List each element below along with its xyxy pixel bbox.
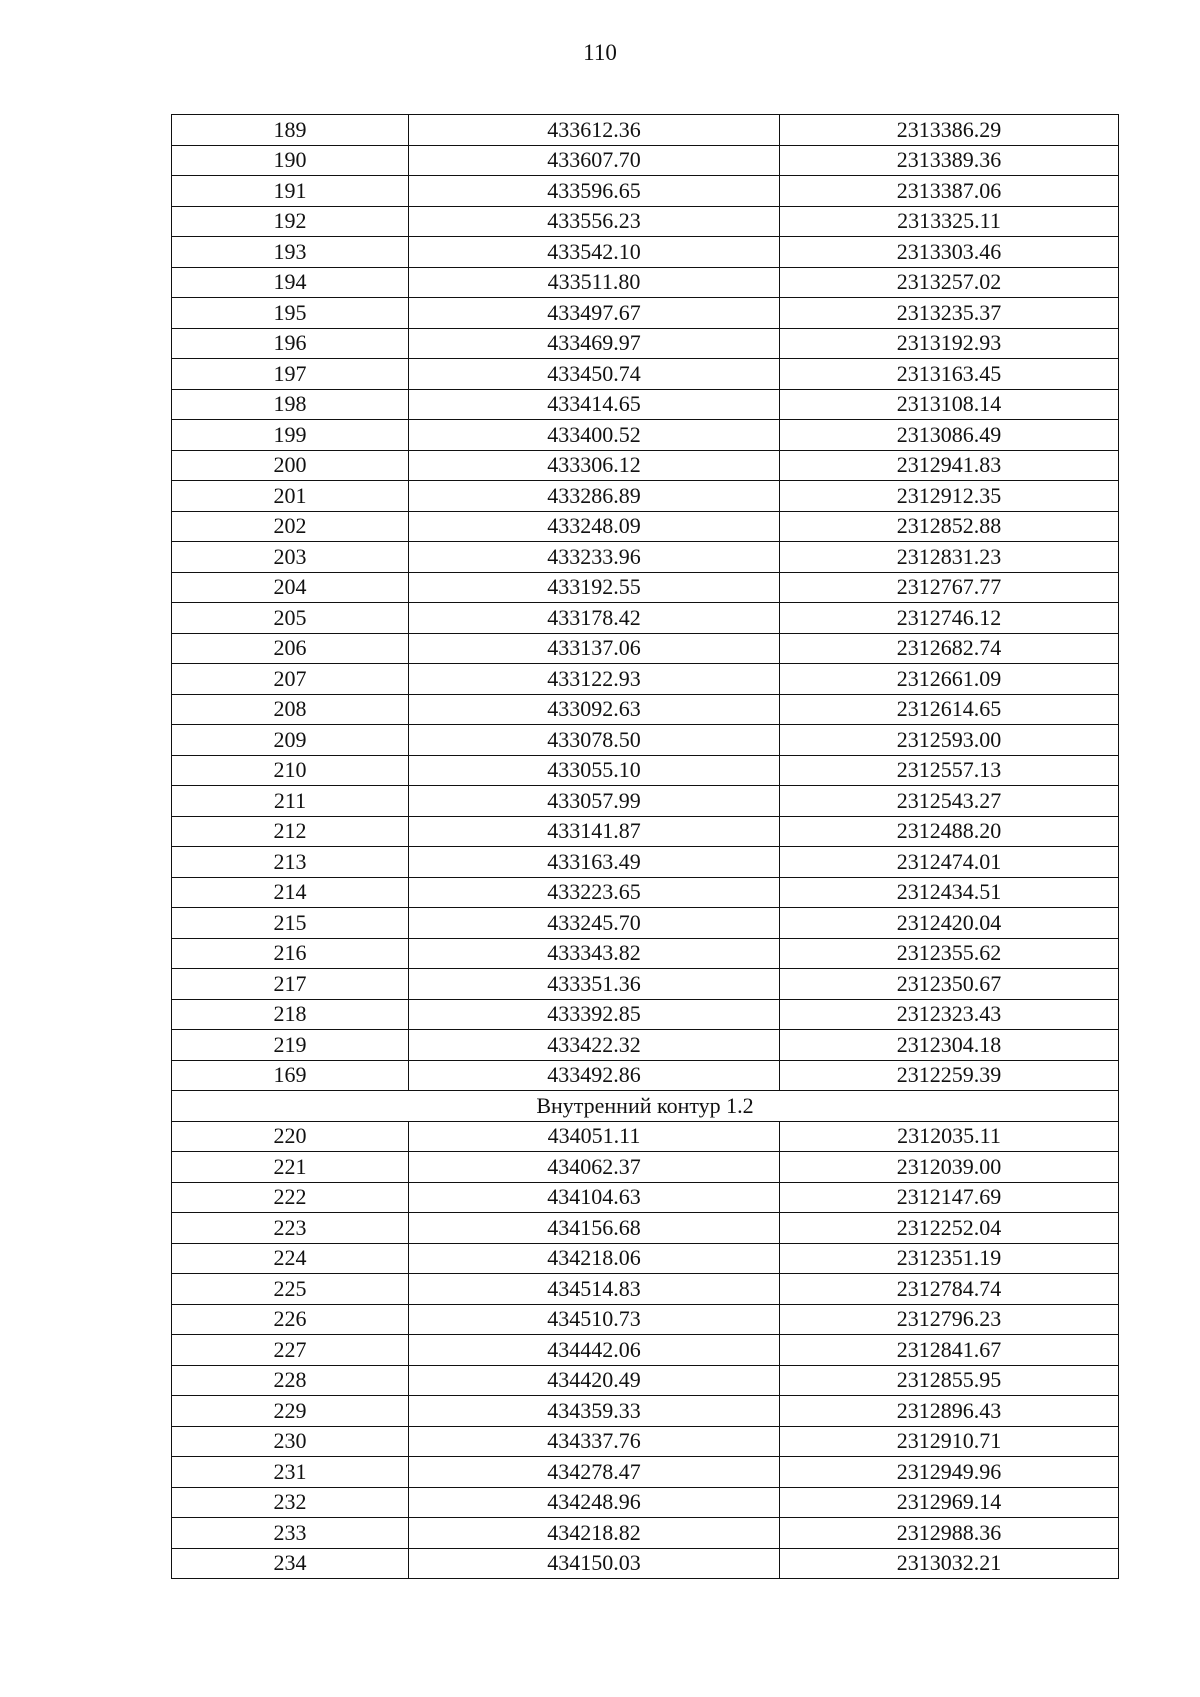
x-coordinate-cell: 433351.36 [409, 969, 780, 1000]
point-number-cell: 194 [172, 267, 409, 298]
x-coordinate-cell: 433055.10 [409, 755, 780, 786]
y-coordinate-cell: 2312252.04 [780, 1213, 1119, 1244]
point-number-cell: 224 [172, 1243, 409, 1274]
point-number-cell: 197 [172, 359, 409, 390]
table-row [172, 298, 1119, 329]
table-row [172, 816, 1119, 847]
x-coordinate-cell: 433286.89 [409, 481, 780, 512]
y-coordinate-cell: 2312784.74 [780, 1274, 1119, 1305]
table-row [172, 511, 1119, 542]
table-row [172, 1213, 1119, 1244]
point-number-cell: 216 [172, 938, 409, 969]
y-coordinate-cell: 2312831.23 [780, 542, 1119, 573]
y-coordinate-cell: 2312434.51 [780, 877, 1119, 908]
point-number-cell: 215 [172, 908, 409, 939]
point-number-cell: 195 [172, 298, 409, 329]
table-row [172, 450, 1119, 481]
x-coordinate-cell: 433233.96 [409, 542, 780, 573]
point-number-cell: 219 [172, 1030, 409, 1061]
x-coordinate-cell: 433596.65 [409, 176, 780, 207]
x-coordinate-cell: 433078.50 [409, 725, 780, 756]
x-coordinate-cell: 434062.37 [409, 1152, 780, 1183]
y-coordinate-cell: 2312796.23 [780, 1304, 1119, 1335]
table-row [172, 877, 1119, 908]
point-number-cell: 218 [172, 999, 409, 1030]
y-coordinate-cell: 2312841.67 [780, 1335, 1119, 1366]
point-number-cell: 234 [172, 1548, 409, 1579]
point-number-cell: 231 [172, 1457, 409, 1488]
x-coordinate-cell: 434514.83 [409, 1274, 780, 1305]
table-row [172, 1518, 1119, 1549]
y-coordinate-cell: 2312682.74 [780, 633, 1119, 664]
y-coordinate-cell: 2313108.14 [780, 389, 1119, 420]
table-row [172, 115, 1119, 146]
point-number-cell: 201 [172, 481, 409, 512]
point-number-cell: 192 [172, 206, 409, 237]
x-coordinate-cell: 434104.63 [409, 1182, 780, 1213]
point-number-cell: 225 [172, 1274, 409, 1305]
y-coordinate-cell: 2313032.21 [780, 1548, 1119, 1579]
x-coordinate-cell: 433092.63 [409, 694, 780, 725]
x-coordinate-cell: 434278.47 [409, 1457, 780, 1488]
x-coordinate-cell: 434442.06 [409, 1335, 780, 1366]
table-row [172, 847, 1119, 878]
table-row [172, 1060, 1119, 1091]
table-row [172, 1396, 1119, 1427]
x-coordinate-cell: 433422.32 [409, 1030, 780, 1061]
table-row [172, 1243, 1119, 1274]
y-coordinate-cell: 2313389.36 [780, 145, 1119, 176]
y-coordinate-cell: 2312896.43 [780, 1396, 1119, 1427]
x-coordinate-cell: 433392.85 [409, 999, 780, 1030]
y-coordinate-cell: 2313192.93 [780, 328, 1119, 359]
y-coordinate-cell: 2312910.71 [780, 1426, 1119, 1457]
point-number-cell: 196 [172, 328, 409, 359]
table-row [172, 786, 1119, 817]
y-coordinate-cell: 2312355.62 [780, 938, 1119, 969]
y-coordinate-cell: 2312855.95 [780, 1365, 1119, 1396]
point-number-cell: 226 [172, 1304, 409, 1335]
point-number-cell: 200 [172, 450, 409, 481]
x-coordinate-cell: 433542.10 [409, 237, 780, 268]
coordinates-rows-inner [172, 1121, 1119, 1579]
table-row [172, 969, 1119, 1000]
table-row [172, 1335, 1119, 1366]
y-coordinate-cell: 2313163.45 [780, 359, 1119, 390]
x-coordinate-cell: 433612.36 [409, 115, 780, 146]
table-row [172, 542, 1119, 573]
y-coordinate-cell: 2313086.49 [780, 420, 1119, 451]
y-coordinate-cell: 2312557.13 [780, 755, 1119, 786]
table-row [172, 603, 1119, 634]
point-number-cell: 205 [172, 603, 409, 634]
x-coordinate-cell: 434337.76 [409, 1426, 780, 1457]
x-coordinate-cell: 433245.70 [409, 908, 780, 939]
x-coordinate-cell: 434218.06 [409, 1243, 780, 1274]
point-number-cell: 210 [172, 755, 409, 786]
x-coordinate-cell: 434156.68 [409, 1213, 780, 1244]
table-row [172, 908, 1119, 939]
table-row [172, 420, 1119, 451]
table-row [172, 694, 1119, 725]
table-row [172, 1121, 1119, 1152]
y-coordinate-cell: 2312661.09 [780, 664, 1119, 695]
x-coordinate-cell: 434150.03 [409, 1548, 780, 1579]
x-coordinate-cell: 433057.99 [409, 786, 780, 817]
point-number-cell: 228 [172, 1365, 409, 1396]
point-number-cell: 211 [172, 786, 409, 817]
point-number-cell: 227 [172, 1335, 409, 1366]
point-number-cell: 202 [172, 511, 409, 542]
point-number-cell: 229 [172, 1396, 409, 1427]
point-number-cell: 206 [172, 633, 409, 664]
y-coordinate-cell: 2312147.69 [780, 1182, 1119, 1213]
x-coordinate-cell: 433556.23 [409, 206, 780, 237]
table-row [172, 1274, 1119, 1305]
table-row [172, 1030, 1119, 1061]
table-row [172, 1548, 1119, 1579]
table-row [172, 359, 1119, 390]
x-coordinate-cell: 434510.73 [409, 1304, 780, 1335]
table-row [172, 1426, 1119, 1457]
x-coordinate-cell: 433137.06 [409, 633, 780, 664]
point-number-cell: 190 [172, 145, 409, 176]
x-coordinate-cell: 433223.65 [409, 877, 780, 908]
table-row [172, 267, 1119, 298]
x-coordinate-cell: 433306.12 [409, 450, 780, 481]
y-coordinate-cell: 2312323.43 [780, 999, 1119, 1030]
x-coordinate-cell: 434359.33 [409, 1396, 780, 1427]
y-coordinate-cell: 2312420.04 [780, 908, 1119, 939]
y-coordinate-cell: 2313387.06 [780, 176, 1119, 207]
y-coordinate-cell: 2312949.96 [780, 1457, 1119, 1488]
table-row [172, 938, 1119, 969]
point-number-cell: 213 [172, 847, 409, 878]
point-number-cell: 208 [172, 694, 409, 725]
x-coordinate-cell: 434420.49 [409, 1365, 780, 1396]
y-coordinate-cell: 2312593.00 [780, 725, 1119, 756]
page-number: 110 [583, 40, 617, 65]
table-row [172, 725, 1119, 756]
table-row [172, 1365, 1119, 1396]
y-coordinate-cell: 2313235.37 [780, 298, 1119, 329]
table-row [172, 999, 1119, 1030]
point-number-cell: 204 [172, 572, 409, 603]
y-coordinate-cell: 2313303.46 [780, 237, 1119, 268]
point-number-cell: 191 [172, 176, 409, 207]
point-number-cell: 230 [172, 1426, 409, 1457]
table-row [172, 176, 1119, 207]
x-coordinate-cell: 433492.86 [409, 1060, 780, 1091]
coordinates-rows-outer [172, 115, 1119, 1091]
x-coordinate-cell: 433607.70 [409, 145, 780, 176]
point-number-cell: 212 [172, 816, 409, 847]
x-coordinate-cell: 433141.87 [409, 816, 780, 847]
point-number-cell: 199 [172, 420, 409, 451]
y-coordinate-cell: 2312941.83 [780, 450, 1119, 481]
table-row [172, 572, 1119, 603]
table-row [172, 1457, 1119, 1488]
point-number-cell: 222 [172, 1182, 409, 1213]
x-coordinate-cell: 434218.82 [409, 1518, 780, 1549]
point-number-cell: 214 [172, 877, 409, 908]
x-coordinate-cell: 433122.93 [409, 664, 780, 695]
x-coordinate-cell: 433511.80 [409, 267, 780, 298]
point-number-cell: 220 [172, 1121, 409, 1152]
y-coordinate-cell: 2312746.12 [780, 603, 1119, 634]
table-row [172, 145, 1119, 176]
x-coordinate-cell: 434051.11 [409, 1121, 780, 1152]
point-number-cell: 169 [172, 1060, 409, 1091]
table-row [172, 1304, 1119, 1335]
x-coordinate-cell: 433178.42 [409, 603, 780, 634]
y-coordinate-cell: 2312474.01 [780, 847, 1119, 878]
point-number-cell: 221 [172, 1152, 409, 1183]
y-coordinate-cell: 2313325.11 [780, 206, 1119, 237]
table-row [172, 389, 1119, 420]
section-header-group [172, 1091, 1119, 1122]
table-row [172, 481, 1119, 512]
y-coordinate-cell: 2312259.39 [780, 1060, 1119, 1091]
y-coordinate-cell: 2312988.36 [780, 1518, 1119, 1549]
y-coordinate-cell: 2312488.20 [780, 816, 1119, 847]
x-coordinate-cell: 433163.49 [409, 847, 780, 878]
table-row [172, 328, 1119, 359]
table-row [172, 237, 1119, 268]
table-row [172, 755, 1119, 786]
y-coordinate-cell: 2312969.14 [780, 1487, 1119, 1518]
x-coordinate-cell: 433192.55 [409, 572, 780, 603]
point-number-cell: 233 [172, 1518, 409, 1549]
y-coordinate-cell: 2312614.65 [780, 694, 1119, 725]
section-title: Внутренний контур 1.2 [172, 1091, 1119, 1122]
point-number-cell: 198 [172, 389, 409, 420]
x-coordinate-cell: 433248.09 [409, 511, 780, 542]
y-coordinate-cell: 2312039.00 [780, 1152, 1119, 1183]
y-coordinate-cell: 2312035.11 [780, 1121, 1119, 1152]
x-coordinate-cell: 433400.52 [409, 420, 780, 451]
section-header-row [172, 1091, 1119, 1122]
point-number-cell: 193 [172, 237, 409, 268]
x-coordinate-cell: 434248.96 [409, 1487, 780, 1518]
point-number-cell: 203 [172, 542, 409, 573]
x-coordinate-cell: 433343.82 [409, 938, 780, 969]
coordinates-table [171, 114, 1119, 1579]
point-number-cell: 209 [172, 725, 409, 756]
x-coordinate-cell: 433450.74 [409, 359, 780, 390]
table-row [172, 1182, 1119, 1213]
y-coordinate-cell: 2312912.35 [780, 481, 1119, 512]
y-coordinate-cell: 2312543.27 [780, 786, 1119, 817]
x-coordinate-cell: 433497.67 [409, 298, 780, 329]
table-row [172, 1487, 1119, 1518]
y-coordinate-cell: 2313257.02 [780, 267, 1119, 298]
y-coordinate-cell: 2313386.29 [780, 115, 1119, 146]
point-number-cell: 217 [172, 969, 409, 1000]
table-row [172, 633, 1119, 664]
y-coordinate-cell: 2312351.19 [780, 1243, 1119, 1274]
y-coordinate-cell: 2312350.67 [780, 969, 1119, 1000]
x-coordinate-cell: 433414.65 [409, 389, 780, 420]
x-coordinate-cell: 433469.97 [409, 328, 780, 359]
table-row [172, 664, 1119, 695]
y-coordinate-cell: 2312852.88 [780, 511, 1119, 542]
y-coordinate-cell: 2312304.18 [780, 1030, 1119, 1061]
point-number-cell: 207 [172, 664, 409, 695]
point-number-cell: 189 [172, 115, 409, 146]
table-row [172, 206, 1119, 237]
point-number-cell: 223 [172, 1213, 409, 1244]
table-row [172, 1152, 1119, 1183]
y-coordinate-cell: 2312767.77 [780, 572, 1119, 603]
point-number-cell: 232 [172, 1487, 409, 1518]
